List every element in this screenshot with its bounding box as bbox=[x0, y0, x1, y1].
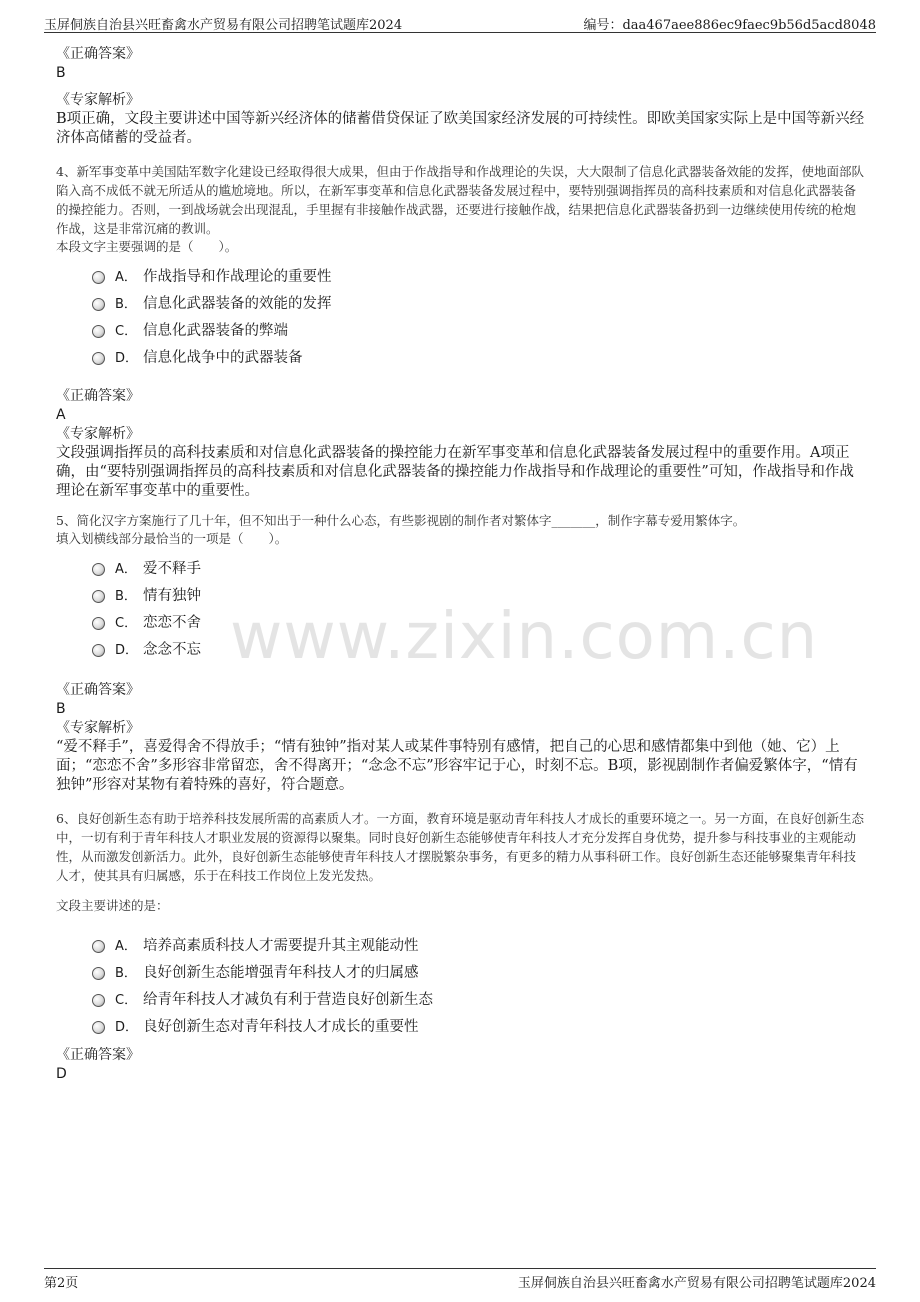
answer-value: A bbox=[56, 407, 66, 423]
option-c[interactable]: C． 信息化武器装备的弊端 bbox=[92, 316, 866, 343]
option-a[interactable]: A． 作战指导和作战理论的重要性 bbox=[92, 262, 866, 289]
option-b[interactable]: B． 情有独钟 bbox=[92, 581, 866, 608]
radio-icon[interactable] bbox=[92, 352, 105, 365]
radio-icon[interactable] bbox=[92, 325, 105, 338]
question-stem: 4、新军事变革中美国陆军数字化建设已经取得很大成果，但由于作战指导和作战理论的失误，大大限制了信息化武器装备效能的发挥，使地面部队陷入高不成低不就无所适从的尴尬境地。所以，在新军事变革和信息化武器装备发展过程中，要特别强调指挥员的高科技素质和对信息化武器装备的操控能力。否则，一到战场就会出现混乱，手里握有非接触作战武器，还要进行接触作战，结果把信息化武器装备扔到一边继续使用传统的枪炮作战，这是非常沉痛的教训。 bbox=[56, 164, 864, 236]
option-d[interactable]: D． 信息化战争中的武器装备 bbox=[92, 343, 866, 370]
option-c[interactable]: C． 给青年科技人才减负有利于营造良好创新生态 bbox=[92, 985, 866, 1012]
radio-icon[interactable] bbox=[92, 994, 105, 1007]
option-list bbox=[92, 554, 866, 662]
answer-label: 《正确答案》 bbox=[56, 388, 140, 404]
radio-icon[interactable] bbox=[92, 617, 105, 630]
radio-icon[interactable] bbox=[92, 590, 105, 603]
answer-value: D bbox=[56, 1066, 67, 1082]
option-a[interactable]: A． 爱不释手 bbox=[92, 554, 866, 581]
page-header bbox=[44, 10, 876, 33]
question-prompt: 填入划横线部分最恰当的一项是（ ）。 bbox=[56, 531, 288, 546]
option-list bbox=[92, 262, 866, 370]
option-c[interactable]: C． 恋恋不舍 bbox=[92, 608, 866, 635]
answer-value: B bbox=[56, 701, 66, 717]
header-title: 玉屏侗族自治县兴旺畜禽水产贸易有限公司招聘笔试题库2024 bbox=[44, 18, 403, 33]
analysis-label: 《专家解析》 bbox=[56, 426, 140, 442]
answer-value: B bbox=[56, 65, 66, 81]
analysis-text: 文段强调指挥员的高科技素质和对信息化武器装备的操控能力在新军事变革和信息化武器装备发展过程中的重要作用。A项正确，由“要特别强调指挥员的高科技素质和对信息化武器装备的操控能力作战指导和作战理论的重要性”可知，作战指导和作战理论在新军事变革中的重要性。 bbox=[56, 445, 854, 499]
answer-label: 《正确答案》 bbox=[56, 1047, 140, 1063]
radio-icon[interactable] bbox=[92, 644, 105, 657]
page-footer bbox=[44, 1268, 876, 1291]
option-list bbox=[92, 931, 866, 1039]
question-prompt: 本段文字主要强调的是（ ）。 bbox=[56, 239, 238, 254]
analysis-label: 《专家解析》 bbox=[56, 92, 140, 108]
option-d[interactable]: D． 念念不忘 bbox=[92, 635, 866, 662]
option-b[interactable]: B． 良好创新生态能增强青年科技人才的归属感 bbox=[92, 958, 866, 985]
radio-icon[interactable] bbox=[92, 563, 105, 576]
analysis-text: “爱不释手”，喜爱得舍不得放手；“情有独钟”指对某人或某件事特别有感情，把自己的心思和感情都集中到他（她、它）上面；“恋恋不舍”多形容非常留恋，舍不得离开；“念念不忘”形容牢记于心，时刻不忘。B项，影视剧制作者偏爱繁体字，“情有独钟”形容对某物有着特殊的喜好，符合题意。 bbox=[56, 739, 858, 793]
option-a[interactable]: A． 培养高素质科技人才需要提升其主观能动性 bbox=[92, 931, 866, 958]
document-code: 编号：daa467aee886ec9faec9b56d5acd8048 bbox=[583, 18, 876, 33]
radio-icon[interactable] bbox=[92, 1021, 105, 1034]
radio-icon[interactable] bbox=[92, 940, 105, 953]
page-content bbox=[56, 44, 866, 1083]
radio-icon[interactable] bbox=[92, 271, 105, 284]
analysis-text: B项正确，文段主要讲述中国等新兴经济体的储蓄借贷保证了欧美国家经济发展的可持续性。即欧美国家实际上是中国等新兴经济体高储蓄的受益者。 bbox=[56, 111, 865, 146]
footer-title: 玉屏侗族自治县兴旺畜禽水产贸易有限公司招聘笔试题库2024 bbox=[517, 1276, 876, 1291]
page-number: 第2页 bbox=[44, 1276, 79, 1291]
option-d[interactable]: D． 良好创新生态对青年科技人才成长的重要性 bbox=[92, 1012, 866, 1039]
answer-label: 《正确答案》 bbox=[56, 682, 140, 698]
question-stem: 6、良好创新生态有助于培养科技发展所需的高素质人才。一方面，教育环境是驱动青年科技人才成长的重要环境之一。另一方面，在良好创新生态中，一切有利于青年科技人才职业发展的资源得以聚集。同时良好创新生态能够使青年科技人才充分发挥自身优势，提升参与科技事业的主观能动性，从而激发创新活力。此外，良好创新生态能够使青年科技人才摆脱繁杂事务，有更多的精力从事科研工作。良好创新生态还能够聚集青年科技人才，使其具有归属感，乐于在科技工作岗位上发光发热。 bbox=[56, 811, 864, 883]
option-b[interactable]: B． 信息化武器装备的效能的发挥 bbox=[92, 289, 866, 316]
radio-icon[interactable] bbox=[92, 298, 105, 311]
watermark: www.zixin.com.cn bbox=[230, 600, 819, 674]
question-stem: 5、简化汉字方案施行了几十年，但不知出于一种什么心态，有些影视剧的制作者对繁体字_______，制作字幕专爱用繁体字。 bbox=[56, 513, 746, 528]
question-prompt: 文段主要讲述的是： bbox=[56, 898, 169, 913]
analysis-label: 《专家解析》 bbox=[56, 720, 140, 736]
radio-icon[interactable] bbox=[92, 967, 105, 980]
answer-label: 《正确答案》 bbox=[56, 46, 140, 62]
